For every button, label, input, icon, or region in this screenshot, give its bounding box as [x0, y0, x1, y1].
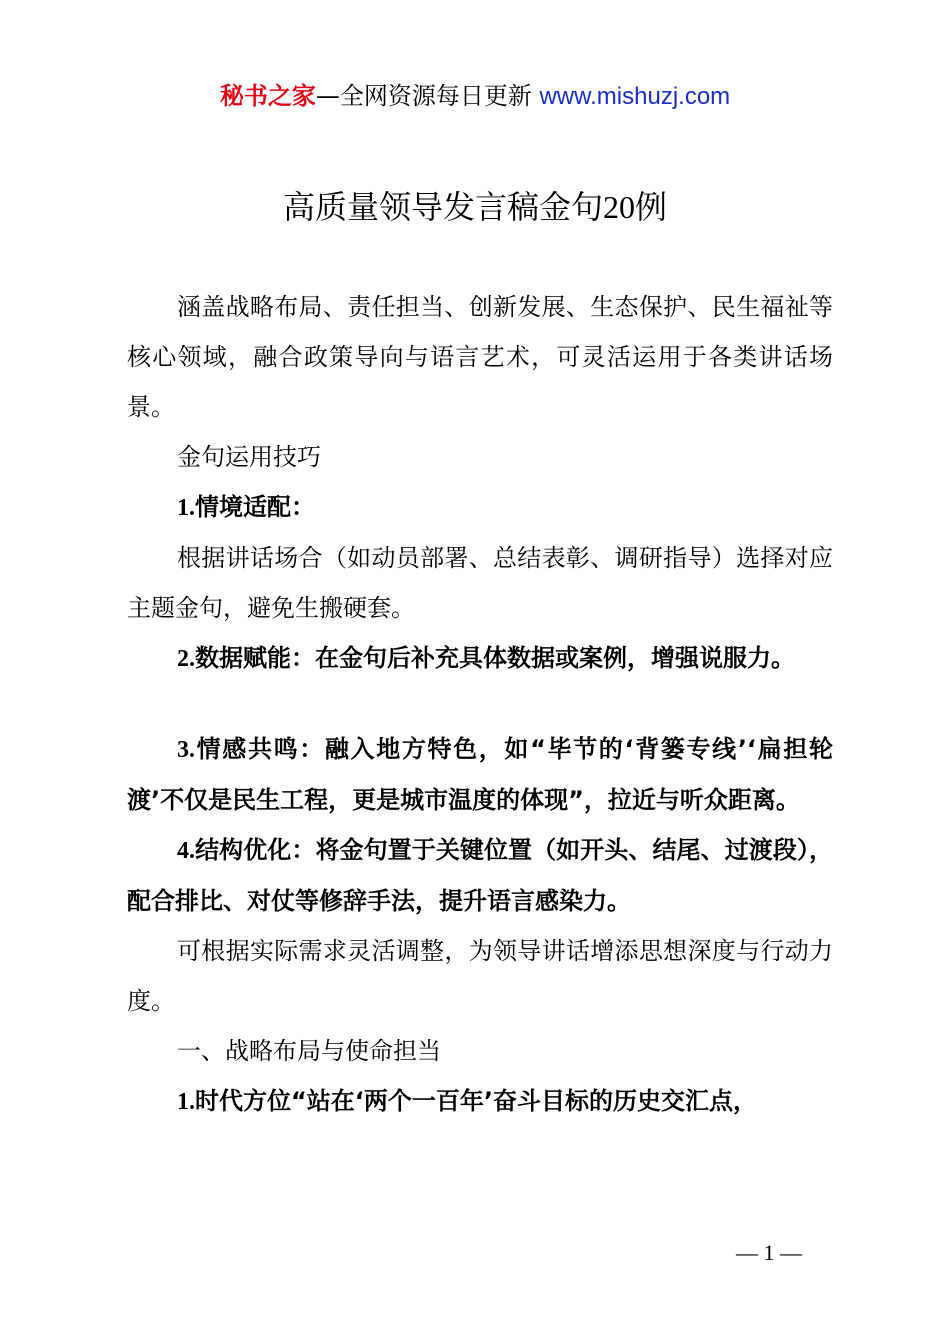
tip1-heading — [127, 482, 833, 533]
tip4-paragraph — [127, 825, 833, 926]
closing-paragraph: 可根据实际需求灵活调整，为领导讲话增添思想深度与行动力度。 — [127, 937, 833, 1015]
title-text: 高质量领导发言稿金句 — [282, 188, 603, 226]
site-tagline: —全网资源每日更新 — [315, 82, 540, 110]
tip2-number: 2. — [177, 646, 195, 672]
tip1-number: 1. — [177, 495, 195, 521]
title-suffix: 例 — [635, 188, 668, 226]
page-number: — 1 — — [736, 1240, 802, 1265]
item1-number: 1. — [177, 1089, 195, 1115]
tip4-text: 结构优化：将金句置于关键位置（如开头、结尾、过渡段），配合排比、对仗等修辞手法，提升语言感染力。 — [127, 836, 833, 915]
site-url-link[interactable]: www.mishuzj.com — [539, 83, 731, 110]
tips-heading: 金句运用技巧 — [177, 443, 321, 471]
tip3-text: 情感共鸣：融入地方特色，如“毕节的‘背篓专线’‘扁担轮渡’不仅是民生工程，更是城市温度的体现”，拉近与听众距离。 — [127, 735, 833, 814]
intro-paragraph: 涵盖战略布局、责任担当、创新发展、生态保护、民生福祉等核心领域，融合政策导向与语言艺术，可灵活运用于各类讲话场景。 — [127, 293, 833, 421]
tip3-number: 3. — [177, 737, 195, 763]
item1-text: 时代方位“站在‘两个一百年’奋斗目标的历史交汇点， — [195, 1087, 758, 1115]
title-number: 20 — [603, 189, 635, 225]
tip1-title: 情境适配： — [195, 493, 315, 521]
paragraph-gap — [127, 684, 833, 724]
tip3-paragraph — [127, 724, 833, 825]
item1-paragraph — [127, 1076, 833, 1127]
document-title — [0, 184, 950, 230]
site-name: 秘书之家 — [219, 82, 316, 110]
section1-heading: 一、战略布局与使命担当 — [177, 1037, 441, 1065]
document-body — [127, 282, 833, 1127]
site-header — [0, 78, 950, 115]
tip1-body: 根据讲话场合（如动员部署、总结表彰、调研指导）选择对应主题金句，避免生搬硬套。 — [127, 544, 833, 622]
tip2-text: 数据赋能：在金句后补充具体数据或案例，增强说服力。 — [195, 644, 795, 672]
tip4-number: 4. — [177, 838, 195, 864]
tip2-paragraph — [127, 633, 833, 684]
